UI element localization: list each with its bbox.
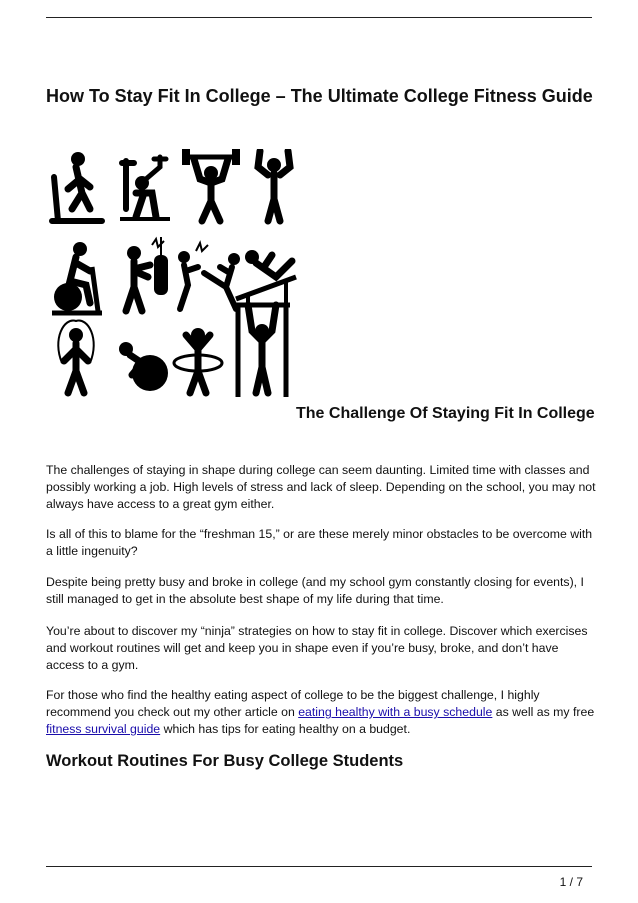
page-number: 1 / 7 [559, 875, 583, 889]
paragraph-freshman-15: Is all of this to blame for the “freshman 15,” or are these merely minor obstacles to be overcome with a little ingenuity? [46, 527, 593, 558]
pull-up-icon [234, 305, 290, 397]
treadmill-icon [52, 152, 102, 221]
kickboxing-icon [178, 243, 240, 309]
paragraph-best-shape: Despite being pretty busy and broke in college (and my school gym constantly closing for events), I still managed to get in the absolute best shape of my life during that time. [46, 575, 584, 606]
jump-rope-icon [58, 321, 93, 393]
weightlifting-icon [182, 149, 240, 221]
paragraph-challenges: The challenges of staying in shape during college can seem daunting. Limited time with classes and possibly working a job. High levels of stress and lack of sleep. Depending on the school, you may not always have access to a great gym either. [46, 463, 596, 511]
paragraph-text: For those who find the healthy eating aspect of college to be the biggest challenge, I highly recommend you check out my other article on [46, 688, 540, 719]
fitness-icons-illustration [46, 149, 298, 399]
flexing-icon [258, 151, 290, 221]
stationary-bike-icon [52, 242, 102, 313]
section-heading-challenge [46, 403, 596, 425]
paragraph-text: which has tips for eating healthy on a budget. [160, 722, 411, 736]
eating-healthy-link[interactable]: eating healthy with a busy schedule [298, 705, 493, 719]
paragraph-healthy-eating [46, 687, 598, 738]
section-heading-text: The Challenge Of Staying Fit In College [296, 405, 595, 422]
punching-bag-icon [126, 237, 168, 311]
paragraph-ninja-strategies: You’re about to discover my “ninja” strategies on how to stay fit in college. Discover which exercises and workout routines will get and keep you in shape even if you’re busy, broke, and don’t have access to a gym. [46, 624, 588, 672]
footer-rule [46, 866, 592, 867]
hula-hoop-icon [174, 328, 222, 393]
fitness-survival-guide-link[interactable]: fitness survival guide [46, 722, 161, 736]
section-heading-workout-routines: Workout Routines For Busy College Students [46, 752, 404, 770]
page-title: How To Stay Fit In College – The Ultimate College Fitness Guide [46, 86, 593, 106]
paragraph-text: as well as my free [492, 705, 595, 719]
bench-press-icon [120, 157, 170, 219]
header-rule [46, 17, 592, 18]
exercise-ball-icon [119, 342, 168, 391]
